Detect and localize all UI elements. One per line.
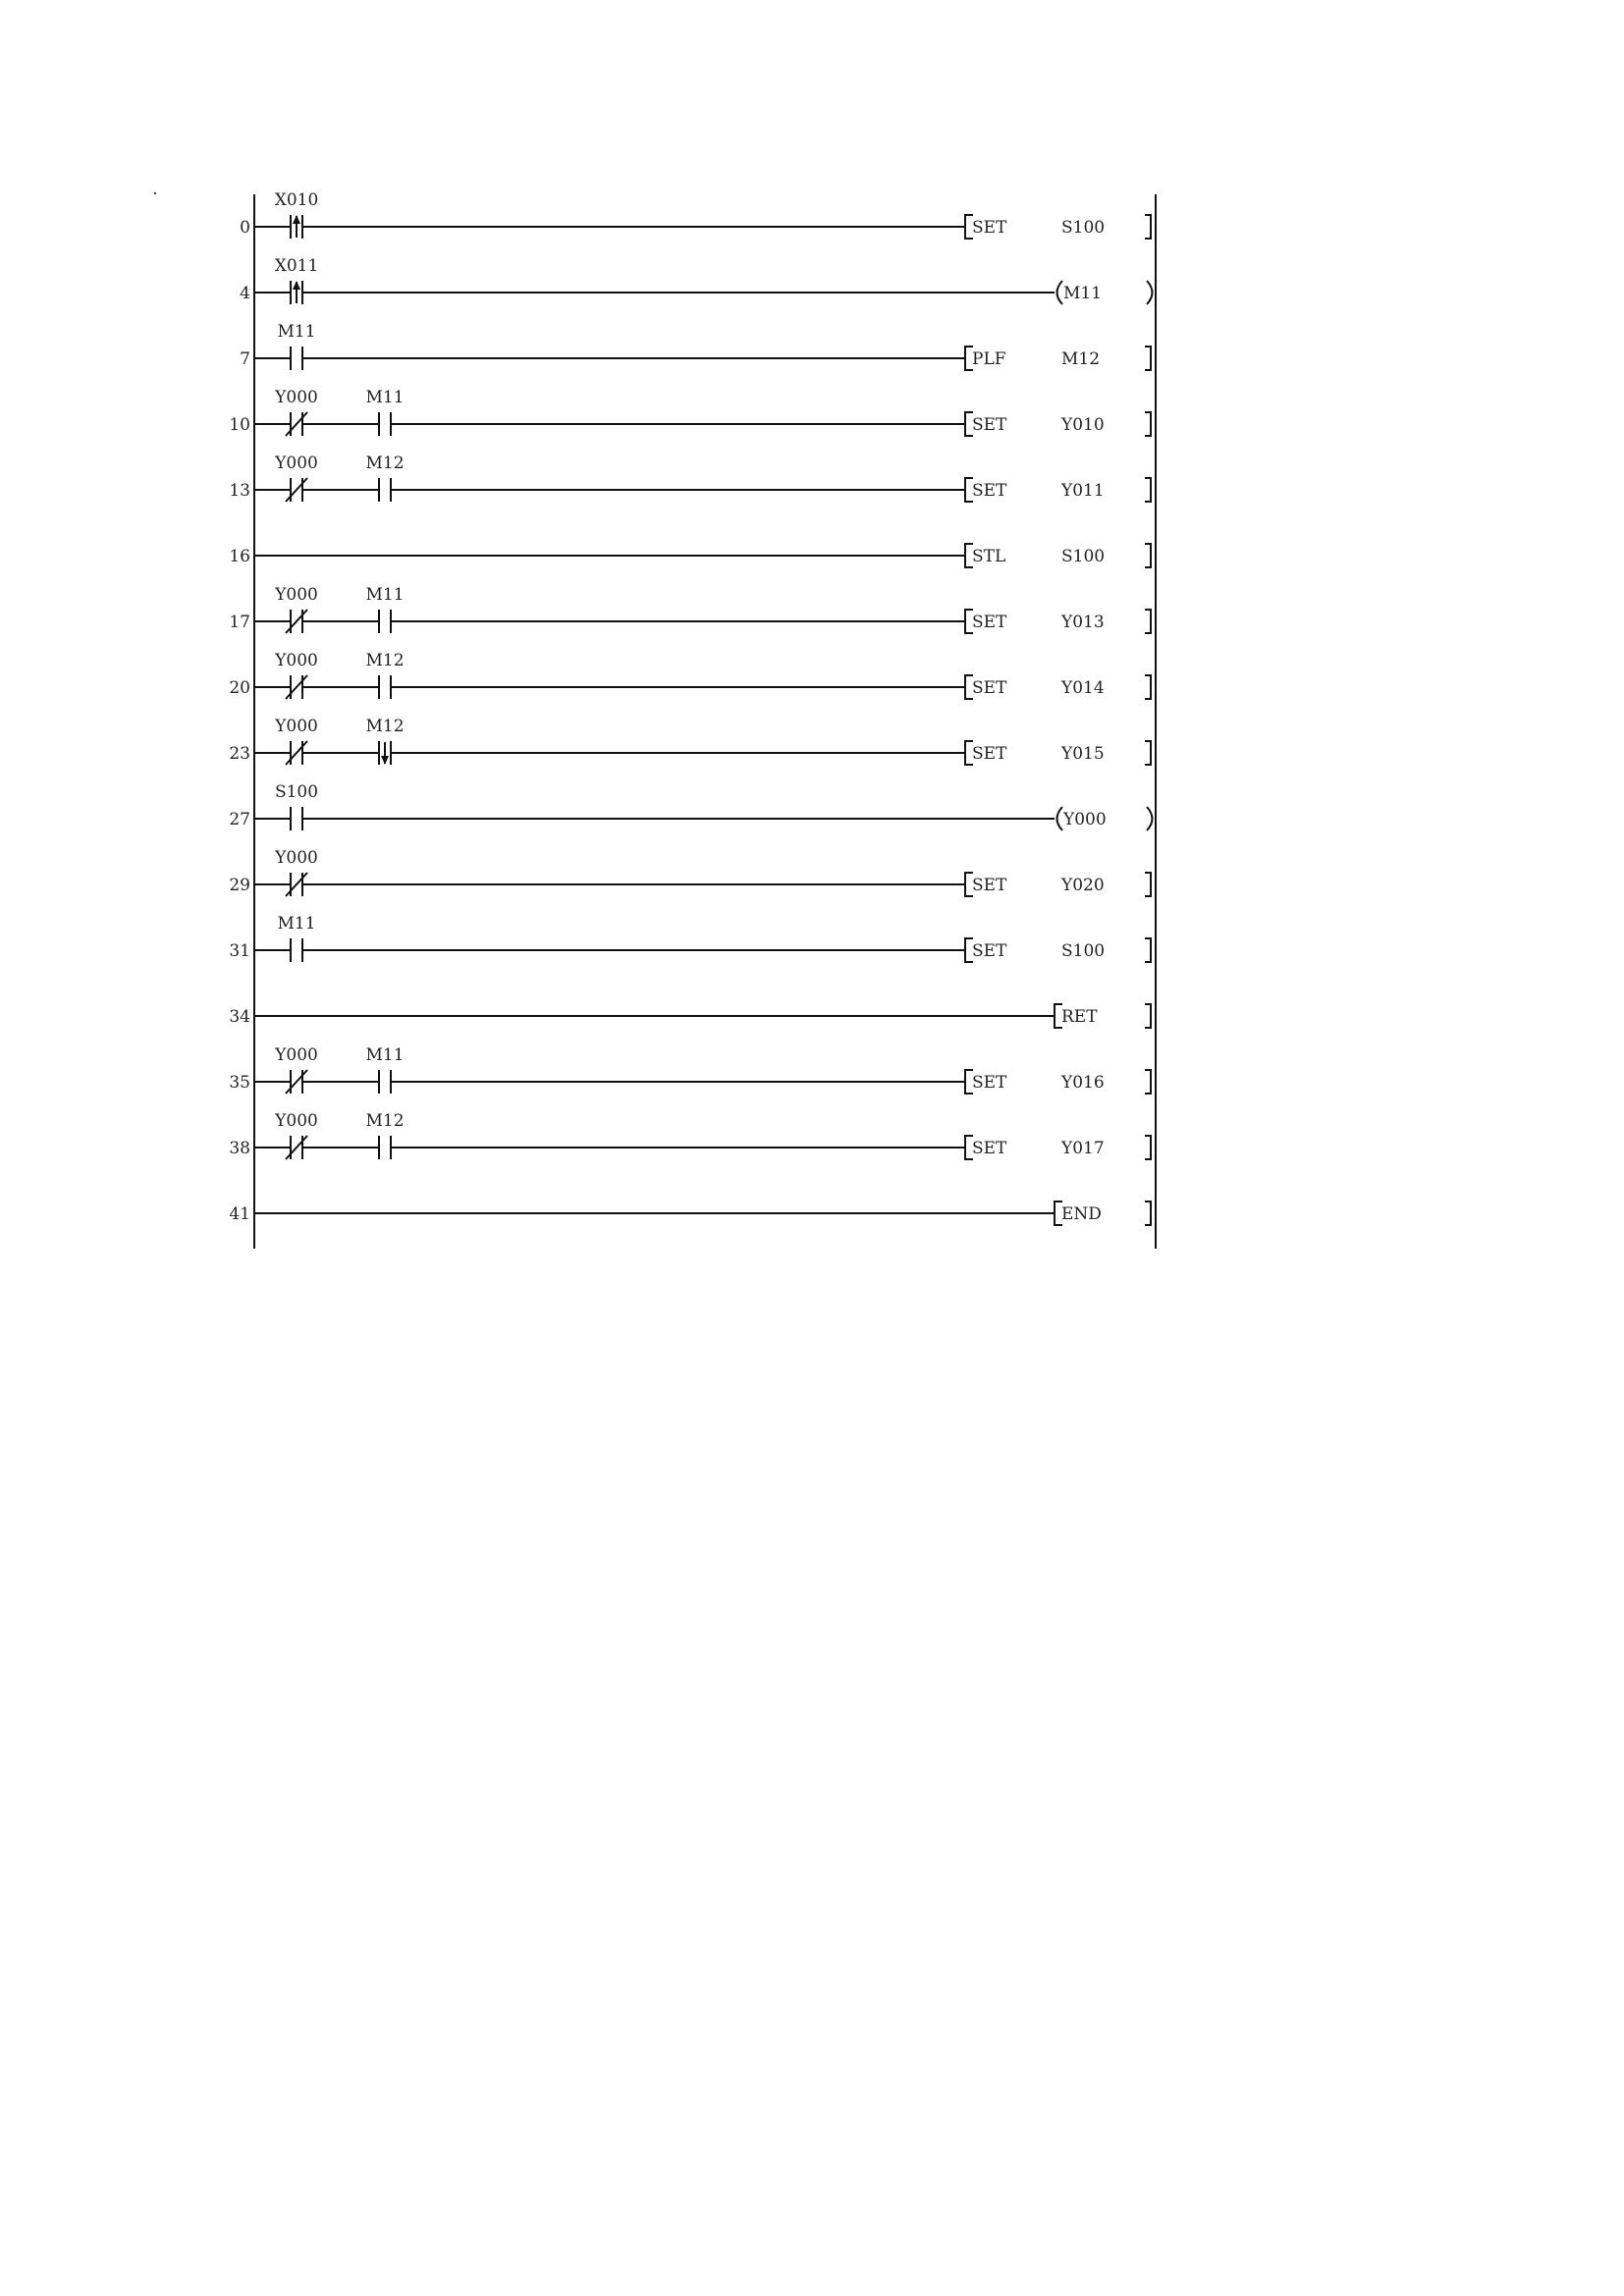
instruction-name: END (1061, 1204, 1102, 1224)
contact-label: Y000 (275, 651, 318, 670)
contact-label: Y000 (275, 585, 318, 605)
contact-label: X010 (274, 190, 319, 210)
instruction-right-bracket (1145, 412, 1151, 436)
contact-label: Y000 (275, 388, 318, 407)
instruction-right-bracket (1145, 1136, 1151, 1159)
step-number: 41 (229, 1204, 250, 1224)
rung (229, 454, 1151, 502)
falling-edge-arrow (381, 756, 389, 765)
rung (229, 1004, 1151, 1028)
step-number: 10 (229, 415, 250, 435)
contact-label: M12 (365, 651, 405, 670)
coil-left-paren (1057, 281, 1063, 304)
rung (229, 585, 1151, 633)
contact-no (365, 388, 404, 436)
contact-nc (274, 717, 318, 765)
step-number: 13 (229, 481, 250, 501)
contact-nc (274, 1045, 318, 1094)
contact-label: M11 (365, 585, 405, 605)
rung (229, 1045, 1151, 1094)
contact-label: M12 (365, 1111, 405, 1131)
instruction-operand: Y016 (1061, 1073, 1105, 1093)
instruction-operand: Y013 (1061, 613, 1105, 632)
instruction-right-bracket (1145, 741, 1151, 765)
instruction-name: SET (972, 481, 1007, 501)
contact-no (365, 585, 404, 633)
instruction-name: SET (972, 1139, 1007, 1158)
instruction-right-bracket (1145, 1070, 1151, 1094)
instruction-operand: Y011 (1061, 481, 1105, 501)
instruction-right-bracket (1145, 610, 1151, 633)
contact-no (365, 1045, 404, 1094)
contact-label: Y000 (275, 1045, 318, 1065)
contact-label: Y000 (275, 454, 318, 473)
instruction-name: RET (1061, 1007, 1098, 1027)
step-number: 17 (229, 613, 250, 632)
rung (229, 914, 1151, 962)
contact-label: Y000 (275, 848, 318, 868)
step-number: 27 (229, 810, 250, 829)
step-number: 20 (229, 678, 250, 698)
instruction-name: SET (972, 744, 1007, 764)
instruction-operand: Y010 (1061, 415, 1105, 435)
instruction-name: PLF (972, 349, 1006, 369)
contact-label: Y000 (275, 717, 318, 736)
instruction-operand: Y015 (1061, 744, 1105, 764)
instruction-operand: Y017 (1061, 1139, 1105, 1158)
contact-no (365, 1111, 404, 1159)
instruction-name: SET (972, 415, 1007, 435)
step-number: 23 (229, 744, 250, 764)
step-number: 38 (229, 1139, 250, 1158)
rung (240, 322, 1151, 370)
rung (240, 256, 1152, 304)
contact-no (277, 322, 315, 370)
contact-label: M11 (277, 914, 316, 934)
instruction-operand: M12 (1061, 349, 1101, 369)
coil-operand: M11 (1063, 284, 1103, 303)
coil-right-paren (1147, 281, 1153, 304)
instruction-operand: Y014 (1061, 678, 1105, 698)
rung (229, 782, 1152, 830)
contact-label: M11 (365, 388, 405, 407)
instruction-right-bracket (1145, 675, 1151, 699)
contact-nc (274, 651, 318, 699)
coil-right-paren (1147, 807, 1153, 830)
instruction-right-bracket (1145, 1201, 1151, 1225)
contact-nc (274, 454, 318, 502)
contact-rising (275, 190, 319, 239)
instruction-name: STL (972, 547, 1006, 566)
rung (229, 651, 1151, 699)
rung (229, 388, 1151, 436)
contact-label: Y000 (275, 1111, 318, 1131)
instruction-right-bracket (1145, 347, 1151, 370)
contact-label: M12 (365, 454, 405, 473)
step-number: 0 (240, 218, 250, 238)
coil-operand: Y000 (1063, 810, 1107, 829)
stray-dot (154, 192, 156, 194)
step-number: 16 (229, 547, 250, 566)
instruction-operand: S100 (1061, 941, 1106, 961)
instruction-operand: Y020 (1061, 876, 1105, 895)
instruction-right-bracket (1145, 478, 1151, 502)
instruction-operand: S100 (1061, 218, 1106, 238)
instruction-operand: S100 (1061, 547, 1106, 566)
contact-label: M12 (365, 717, 405, 736)
rungs (229, 190, 1152, 1225)
contact-nc (274, 1111, 318, 1159)
contact-falling (365, 717, 404, 765)
rung (229, 848, 1151, 896)
step-number: 7 (240, 349, 250, 369)
contact-label: M11 (365, 1045, 405, 1065)
rung (240, 190, 1151, 239)
contact-no (365, 454, 404, 502)
contact-label: X011 (274, 256, 319, 276)
contact-label: S100 (274, 782, 319, 802)
step-number: 31 (229, 941, 250, 961)
instruction-name: SET (972, 613, 1007, 632)
contact-label: M11 (277, 322, 316, 342)
step-number: 29 (229, 876, 250, 895)
rung (229, 544, 1151, 567)
rung (229, 717, 1151, 765)
rising-edge-arrow (293, 215, 300, 224)
instruction-right-bracket (1145, 1004, 1151, 1028)
instruction-right-bracket (1145, 938, 1151, 962)
instruction-right-bracket (1145, 544, 1151, 567)
step-number: 4 (240, 284, 250, 303)
instruction-name: SET (972, 941, 1007, 961)
contact-nc (274, 585, 318, 633)
rising-edge-arrow (293, 281, 300, 290)
step-number: 35 (229, 1073, 250, 1093)
contact-nc (274, 388, 318, 436)
contact-no (277, 914, 315, 962)
rung (229, 1201, 1151, 1225)
instruction-name: SET (972, 876, 1007, 895)
instruction-name: SET (972, 678, 1007, 698)
contact-nc (274, 848, 318, 896)
instruction-right-bracket (1145, 873, 1151, 896)
contact-no (275, 782, 318, 830)
step-number: 34 (229, 1007, 250, 1027)
instruction-name: SET (972, 1073, 1007, 1093)
rung (229, 1111, 1151, 1159)
contact-rising (275, 256, 319, 304)
contact-no (365, 651, 404, 699)
instruction-right-bracket (1145, 215, 1151, 239)
coil-left-paren (1057, 807, 1063, 830)
instruction-name: SET (972, 218, 1007, 238)
